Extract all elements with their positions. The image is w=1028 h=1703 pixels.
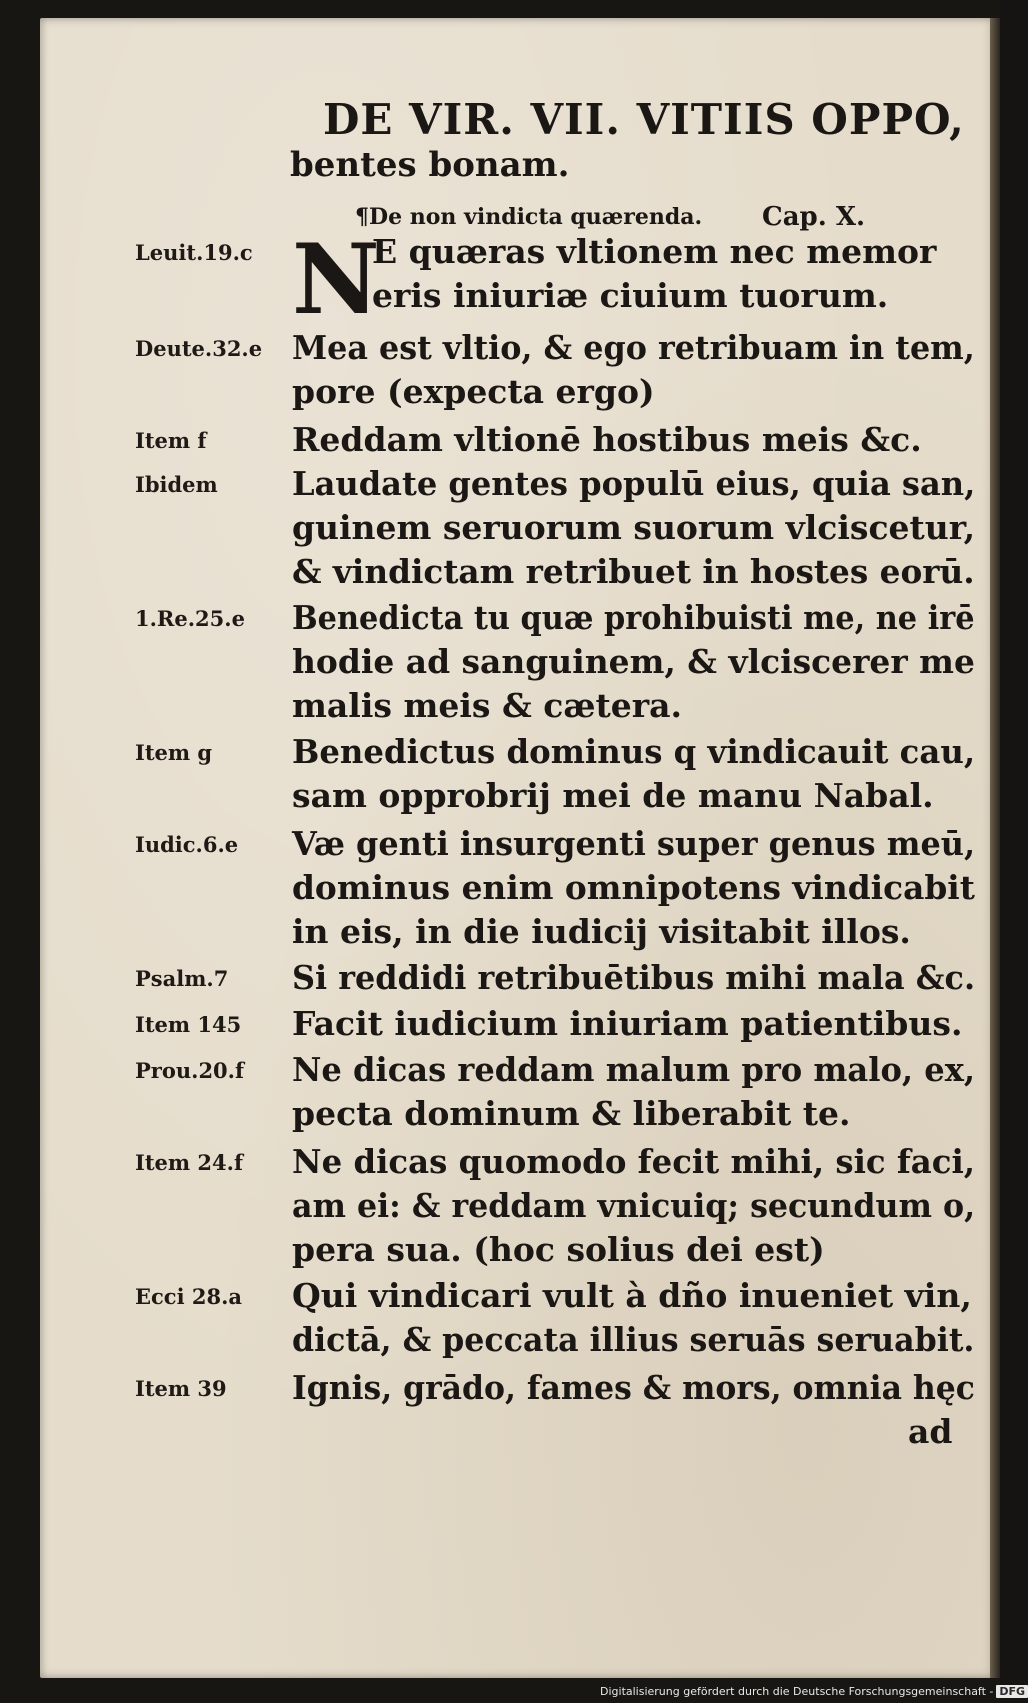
- running-head-continuation: bentes bonam.: [290, 145, 570, 185]
- text-line: Ne dicas quomodo fecit mihi, sic faci,: [292, 1142, 976, 1181]
- margin-reference: Deute.32.e: [135, 336, 263, 361]
- text-line: Si reddidi retribuētibus mihi mala &c.: [292, 958, 976, 997]
- text-line: Væ genti insurgenti super genus meū,: [292, 824, 976, 863]
- text-line: in eis, in die iudicij visitabit illos.: [292, 912, 911, 951]
- text-line: Laudate gentes populū eius, quia san,: [292, 464, 976, 503]
- text-line: guinem seruorum suorum vlciscetur,: [292, 508, 976, 547]
- margin-reference: Ecci 28.a: [135, 1284, 243, 1309]
- margin-reference: Item 145: [135, 1012, 242, 1037]
- drop-cap: N: [292, 223, 380, 336]
- text-line: malis meis & cætera.: [292, 686, 683, 725]
- text-line: dominus enim omnipotens vindicabit: [292, 868, 975, 907]
- text-line: hodie ad sanguinem, & vlciscerer me: [292, 642, 975, 681]
- text-line: pera sua. (hoc solius dei est): [292, 1230, 825, 1269]
- digitization-credit: [600, 1685, 1026, 1698]
- running-head: DE VIR. VII. VITIIS OPPO,: [323, 95, 965, 144]
- chapter-number: Cap. X.: [762, 202, 866, 232]
- credit-text: Digitalisierung gefördert durch die Deutsche Forschungsgemeinschaft -: [600, 1685, 994, 1698]
- text-line: & vindictam retribuet in hostes eorū.: [292, 552, 975, 591]
- text-line: Mea est vltio, & ego retribuam in tem,: [292, 328, 975, 367]
- text-line: dictā, & peccata illius seruās seruabit.: [292, 1320, 975, 1359]
- text-line: Qui vindicari vult à dño inueniet vin,: [292, 1276, 972, 1315]
- text-line: Benedicta tu quæ prohibuisti me, ne irē: [292, 598, 975, 637]
- catchword: ad: [908, 1412, 953, 1451]
- margin-reference: Iudic.6.e: [135, 832, 239, 857]
- margin-reference: 1.Re.25.e: [135, 606, 245, 631]
- text-line: pecta dominum & liberabit te.: [292, 1094, 851, 1133]
- text-line: Facit iudicium iniuriam patientibus.: [292, 1004, 963, 1043]
- chapter-heading: ¶De non vindicta quærenda.: [355, 204, 703, 230]
- margin-reference: Leuit.19.c: [135, 240, 253, 265]
- margin-reference: Ibidem: [135, 472, 218, 497]
- text-line: sam opprobrij mei de manu Nabal.: [292, 776, 934, 815]
- margin-reference: Item g: [135, 740, 213, 765]
- margin-reference: Item 24.f: [135, 1150, 243, 1175]
- margin-reference: Item 39: [135, 1376, 227, 1401]
- text-line: pore (expecta ergo): [292, 372, 655, 411]
- text-line: Benedictus dominus q vindicauit cau,: [292, 732, 976, 771]
- page-edge-shadow: [990, 18, 1000, 1678]
- margin-reference: Prou.20.f: [135, 1058, 245, 1083]
- text-line: Reddam vltionē hostibus meis &c.: [292, 420, 922, 459]
- margin-reference: Psalm.7: [135, 966, 229, 991]
- text-line: am ei: & reddam vnicuiq; secundum o,: [292, 1186, 976, 1225]
- margin-reference: Item f: [135, 428, 207, 453]
- text-line: eris iniuriæ ciuium tuorum.: [372, 276, 889, 315]
- text-line: Ne dicas reddam malum pro malo, ex,: [292, 1050, 976, 1089]
- text-line: E quæras vltionem nec memor: [372, 232, 937, 271]
- text-line: Ignis, grādo, fames & mors, omnia hęc: [292, 1368, 975, 1407]
- dfg-logo-badge: DFG: [996, 1685, 1028, 1698]
